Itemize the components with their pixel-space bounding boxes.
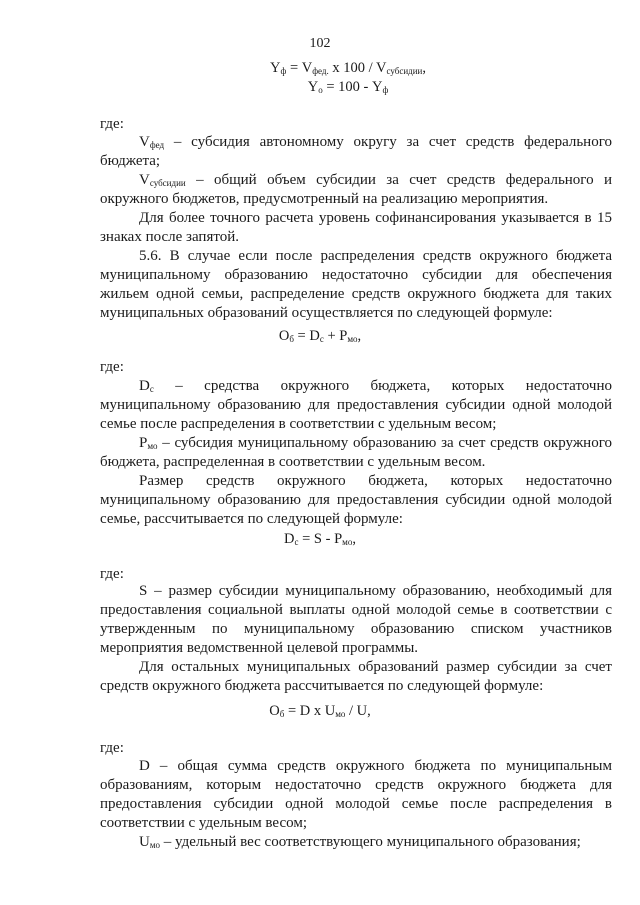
razmer-paragraph: Размер средств окружного бюджета, которых недостаточно муниципальному образованию для предоставления субсидии одной молодой семье, рассчитывается по следующей формуле:	[100, 473, 612, 527]
definitions-block-2	[100, 377, 612, 529]
def-s: S – размер субсидии муниципальному образованию, необходимый для предоставления социальной выплаты одной молодой семье в соответствии с утвержденным по муниципальному образованию списком участников мероприятия ведомственной целевой программы.	[100, 583, 612, 656]
where-label: где:	[100, 116, 124, 132]
def-v-fed: $V_{фед}$ – субсидия автономному округу за счет средств федерального бюджета;	[100, 134, 612, 169]
precision-paragraph: Для более точного расчета уровень софинансирования указывается в 15 знаках после запятой.	[100, 210, 612, 245]
formula-o-b-2: $O_б = D$ x $U_{мо}$ / U,	[269, 703, 371, 719]
definitions-block-1	[100, 133, 612, 323]
definitions-block-3	[100, 582, 612, 696]
section-5-6-paragraph: 5.6. В случае если после распределения средств окружного бюджета муниципальному образованию недостаточно субсидии для обеспечения жильем одной семьи, распределение средств окружного бюджета для таких муниципальных образований осуществляется по следующей формуле:	[100, 248, 612, 321]
definitions-block-4	[100, 757, 612, 852]
def-p-mo: $P_{мо}$ – субсидия муниципальному образованию за счет средств окружного бюджета, распределенная в соответствии с удельным весом.	[100, 435, 612, 470]
formula-y-f: $Y_ф = V_{фед.}$ x $100 / V_{субсидии}$,	[269, 60, 426, 76]
where-label: где:	[100, 359, 124, 375]
def-v-subsidy: $V_{субсидии}$ – общий объем субсидии за счет средств федерального и окружного бюджетов, предусмотренный на реализацию мероприятия.	[100, 172, 612, 207]
def-u-mo: $U_{мо}$ – удельный вес соответствующего муниципального образования;	[139, 834, 581, 850]
where-label: где:	[100, 566, 124, 582]
where-label: где:	[100, 740, 124, 756]
def-d-c: $D_c$ – средства окружного бюджета, которых недостаточно муниципальному образованию для предоставления субсидии одной молодой семье после распределения в соответствии с удельным весом;	[100, 378, 612, 432]
def-d: D – общая сумма средств окружного бюджета по муниципальным образованиям, которым недостаточно средств окружного бюджета для предоставления субсидии одной молодой семье после распределения в соответствии с удельным весом;	[100, 758, 612, 831]
formula-d-c: $D_c = S - P_{мо}$,	[284, 531, 356, 547]
page-number: 102	[309, 36, 331, 51]
formula-o-b-1: $O_б = D_c + P_{мо}$,	[278, 328, 362, 344]
others-paragraph: Для остальных муниципальных образований размер субсидии за счет средств окружного бюджета рассчитывается по следующей формуле:	[100, 659, 612, 694]
formula-y-o: $Y_о = 100 - Y_ф$	[307, 79, 389, 95]
